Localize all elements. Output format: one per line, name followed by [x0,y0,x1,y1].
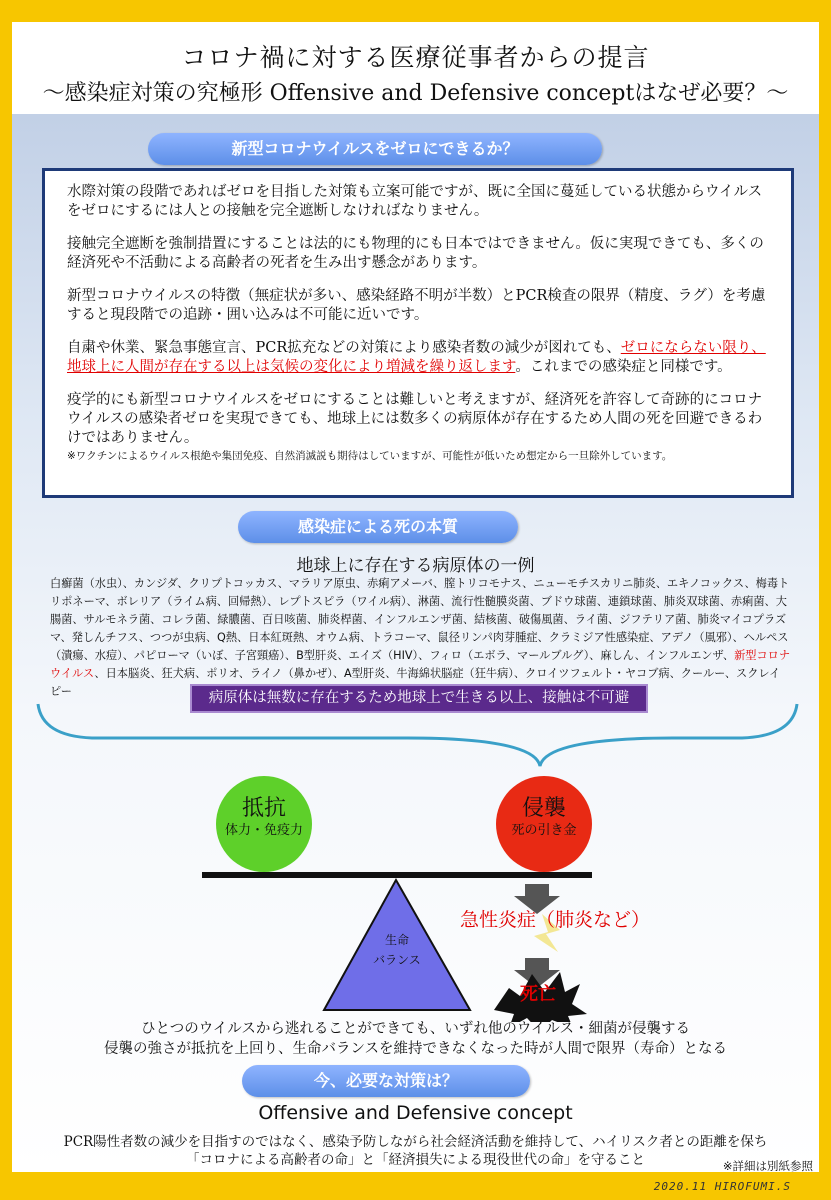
brace-path [38,704,797,766]
explanation-line-1: ひとつのウイルスから逃れることができても、いずれ他のウイルス・細菌が侵襲する [141,1021,690,1037]
resist-label: 抵抗 [241,796,286,821]
section1-paragraph-5: 疫学的にも新型コロナウイルスをゼロにすることは難しいと考えますが、経済死を許容して奇跡的にコロナウイルスの感染者ゼロを実現できても、地球上には数多くの病原体が存在するため人間の死を回避できるわけではありません。 [67,392,763,446]
section1-paragraph-4-highlight: ゼロにならない限り、地球上に人間が存在する以上は気候の変化により増減を繰り返します [67,340,766,375]
resist-sublabel: 体力・免疫力 [224,823,303,838]
section1-paragraph-4-start: 自粛や休業、緊急事態宣言、PCR拡充などの対策により感染者数の減少が図れても、 [67,340,621,356]
title-box [12,22,819,114]
section1-heading: 新型コロナウイルスをゼロにできるか？ [148,133,602,165]
section2-heading: 感染症による死の本質 [238,511,518,543]
section1-paragraph-4-end: 。これまでの感染症と同様です。 [515,359,732,375]
invade-sublabel: 死の引き金 [511,823,577,838]
section1-paragraph-4 [67,339,773,377]
pathogen-list-title: 地球上に存在する病原体の一例 [296,556,535,576]
section1-paragraph-3: 新型コロナウイルスの特徴（無症状が多い、感染経路不明が半数）とPCR検査の限界（精度、ラグ）を考慮すると現段階での追跡・囲い込みは不可能に近いです。 [67,288,766,323]
section1-note: ※ワクチンによるウイルス根絶や集団免疫、自然消滅説も期待はしていますが、可能性が低いため想定から一旦除外しています。 [67,450,673,462]
pathogen-covid-highlight: 新型コロナウイルス [50,649,791,680]
invade-label: 侵襲 [521,796,566,821]
explanation-line-2: 侵襲の強さが抵抗を上回り、生命バランスを維持できなくなった時が人間で限界（寿命）となる [103,1041,728,1057]
section1-paragraph-2: 接触完全遮断を強制措置にすることは法的にも物理的にも日本ではできません。仮に実現できても、多くの経済死や不活動による高齢者の死者を生み出す懸念があります。 [67,236,764,271]
balance-label-line-2: バランス [373,953,421,967]
concept-title: Offensive and Defensive concept [258,1102,573,1124]
section3-heading: 今、必要な対策は？ [242,1065,530,1097]
concept-line-2: 「コロナによる高齢者の命」と「経済損失による現役世代の命」を守ること [186,1152,645,1168]
acute-inflammation-label: 急性炎症（肺炎など） [460,909,651,931]
pathogen-banner: 病原体は無数に存在するため地球上で生きる以上、接触は不可避 [190,684,648,713]
pathogen-list-part-2: 、日本脳炎、狂犬病、ポリオ、ライノ（鼻かぜ）、A型肝炎、牛海綿状脳症（狂牛病）、クロイツフェルト・ヤコブ病、クールー、スクレイピー [50,667,781,698]
section1-box [42,168,794,498]
poster [12,22,819,1172]
pathogen-list-part-1: 白癬菌（水虫）、カンジダ、クリプトコッカス、マラリア原虫、赤痢アメーバ、膣トリコモナス、ニューモチスカリニ肺炎、エキノコックス、梅毒トリポネーマ、ボレリア（ライム病、回帰熱）、レプトスピラ（ワイル病）、淋菌、流行性髄膜炎菌、ブドウ球菌、連鎖球菌、肺炎双球菌、赤痢菌、大腸菌、サルモネラ菌、コレラ菌、緑膿菌、百日咳菌、肺炎桿菌、インフルエンザ菌、結核菌、破傷風菌、ライ菌、ジフテリア菌、肺炎マイコプラズマ、発しんチフス、つつが虫病、Q熱、日本紅斑熱、オウム病、トラコーマ、鼠径リンパ肉芽腫症、クラミジア性感染症、アデノ（風邪）、ヘルペス（潰瘍、水痘）、パピローマ（いぼ、子宮頸癌）、B型肝炎、エイズ（HIV）、フィロ（エボラ、マールブルグ）、麻しん、インフルエンザ、 [50,577,790,662]
balance-label-line-1: 生命 [384,933,409,947]
footer-credit: 2020.11 HIROFUMI.S [653,1180,791,1193]
see-detail-note: ※詳細は別紙参照 [722,1159,813,1172]
balance-beam [202,872,592,878]
page-subtitle: ～感染症対策の究極形 Offensive and Defensive conceptはなぜ必要？～ [42,81,789,106]
section1-paragraph-1: 水際対策の段階であればゼロを目指した対策も立案可能ですが、既に全国に蔓延している状態からウイルスをゼロにするには人との接触を完全遮断しなければなりません。 [67,184,763,219]
concept-line-1: PCR陽性者数の減少を目指すのではなく、感染予防しながら社会経済活動を維持して、ハイリスク者との距離を保ち [63,1134,768,1150]
page-title: コロナ禍に対する医療従事者からの提言 [181,43,650,72]
balance-label [357,930,437,970]
death-label: 死亡 [520,984,556,1005]
